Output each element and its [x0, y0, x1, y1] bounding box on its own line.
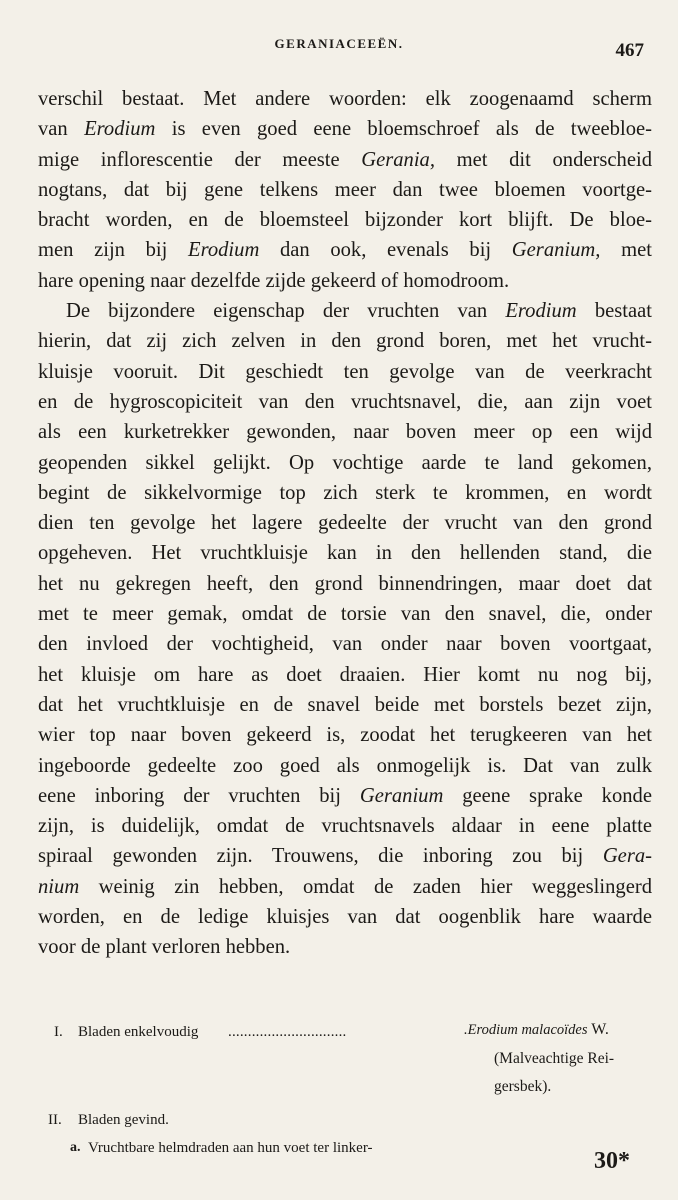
common-name-line-2: gersbek).: [494, 1078, 552, 1095]
key-item-1: [44, 1018, 656, 1095]
text-segment: begint de sikkelvormige top zich sterk te krommen, en wordt: [38, 481, 652, 504]
text-line: [38, 266, 652, 296]
text-line: [38, 417, 652, 447]
italic-taxon: Gerania,: [361, 148, 436, 171]
text-line: [38, 326, 652, 356]
text-segment: men zijn bij: [38, 239, 188, 262]
text-segment: hare opening naar dezelfde zijde gekeerd of homodroom.: [38, 269, 510, 292]
text-segment: verschil bestaat. Met andere woorden: elk zoogenaamd scherm: [38, 88, 652, 110]
text-segment: en de hygroscopiciteit van den vruchtsnavel, die, aan zijn voet: [38, 390, 652, 413]
text-segment: nogtans, dat bij gene telkens meer dan twee bloemen voortge-: [38, 178, 652, 201]
text-line: [38, 720, 652, 750]
key-item-label: Bladen enkelvoudig: [78, 1024, 199, 1040]
key-item-label: Bladen gevind.: [78, 1112, 169, 1128]
species-author: W.: [587, 1021, 609, 1038]
text-line: [38, 538, 652, 568]
text-line: [38, 811, 652, 841]
species-name: [464, 1021, 609, 1039]
text-line: [38, 357, 652, 387]
text-line: [38, 629, 652, 659]
text-line: [38, 660, 652, 690]
text-line: [38, 932, 652, 962]
text-segment: spiraal gewonden zijn. Trouwens, die inboring zou bij: [38, 845, 603, 868]
species-binomial: .Erodium malacoïdes: [464, 1022, 588, 1038]
text-line: [38, 205, 652, 235]
text-segment: De bijzondere eigenschap der vruchten van: [66, 300, 506, 323]
italic-taxon: Erodium: [188, 239, 260, 262]
text-line: [38, 690, 652, 720]
key-item-number: II.: [48, 1112, 62, 1128]
text-segment: met: [600, 239, 652, 262]
italic-taxon: nium: [38, 875, 80, 898]
text-segment: zijn, is duidelijk, omdat de vruchtsnavels aldaar in eene platte: [38, 815, 652, 838]
text-line: [38, 114, 652, 144]
common-name-line-1: (Malveachtige Rei-: [494, 1050, 615, 1067]
italic-taxon: Erodium: [84, 118, 156, 141]
text-line: [38, 235, 652, 265]
text-segment: bracht worden, en de bloemsteel bijzonder kort blijft. De bloe-: [38, 209, 652, 232]
text-line: [38, 781, 652, 811]
italic-taxon: Gera-: [602, 845, 652, 868]
text-line: [38, 387, 652, 417]
body-text: [38, 84, 652, 963]
text-line: [38, 84, 652, 114]
text-segment: dat het vruchtkluisje en de snavel beide met borstels bezet zijn,: [38, 693, 652, 716]
text-segment: het kluisje om hare as doet draaien. Hier komt nu nog bij,: [38, 663, 652, 686]
text-line: [38, 296, 652, 326]
text-line: [38, 508, 652, 538]
text-line: [38, 599, 652, 629]
text-line: [38, 872, 652, 902]
text-segment: voor de plant verloren hebben.: [38, 936, 291, 959]
text-segment: mige inflorescentie der meeste: [38, 148, 362, 171]
text-segment: als een kurketrekker gewonden, naar boven meer op een wijd: [38, 421, 652, 444]
text-segment: met dit onderscheid: [435, 148, 653, 171]
page-number: 467: [615, 40, 644, 61]
text-line: [38, 448, 652, 478]
text-line: [38, 145, 652, 175]
key-item-3: [44, 1140, 656, 1164]
text-segment: eene inboring der vruchten bij: [38, 784, 360, 807]
running-header: GERANIACEEËN.: [274, 36, 404, 51]
italic-taxon: Geranium,: [511, 239, 601, 262]
text-line: [38, 478, 652, 508]
text-segment: het nu gekregen heeft, den grond binnendringen, maar doet dat: [38, 572, 652, 595]
text-segment: worden, en de ledige kluisjes van dat oogenblik hare waarde: [38, 906, 652, 929]
text-segment: hierin, dat zij zich zelven in den grond boren, met het vrucht-: [38, 330, 652, 353]
text-segment: wier top naar boven gekeerd is, zoodat het terugkeeren van het: [38, 724, 652, 747]
text-segment: bestaat: [576, 300, 652, 323]
key-item-2: [44, 1112, 656, 1136]
text-segment: ingeboorde gedeelte zoo goed als onmogelijk is. Dat van zulk: [38, 754, 652, 777]
printer-signature-mark: 30*: [594, 1148, 630, 1174]
text-segment: dan ook, evenals bij: [259, 239, 512, 262]
text-line: [38, 751, 652, 781]
text-segment: is even goed eene bloemschroef als de tweebloe-: [155, 118, 652, 141]
text-segment: dien ten gevolge het lagere gedeelte der vrucht van den grond: [38, 512, 652, 535]
text-segment: den invloed der vochtigheid, van onder naar boven voortgaat,: [38, 633, 652, 656]
text-line: [38, 841, 652, 871]
text-segment: geene sprake konde: [443, 784, 652, 807]
text-segment: met te meer gemak, omdat de torsie van den snavel, die, onder: [38, 603, 652, 626]
text-line: [38, 175, 652, 205]
leader-dots: ..............................: [228, 1024, 347, 1040]
text-segment: van: [38, 118, 85, 141]
text-segment: kluisje vooruit. Dit geschiedt ten gevolge van de veerkracht: [38, 360, 652, 383]
key-item-number: a.: [70, 1140, 81, 1155]
text-segment: opgeheven. Het vruchtkluisje kan in den hellenden stand, die: [38, 542, 652, 565]
text-line: [38, 569, 652, 599]
text-segment: geopenden sikkel gelijkt. Op vochtige aarde te land gekomen,: [38, 451, 652, 474]
text-segment: weinig zin hebben, omdat de zaden hier weggeslingerd: [79, 875, 652, 898]
key-item-number: I.: [54, 1024, 63, 1040]
italic-taxon: Geranium: [359, 784, 444, 807]
italic-taxon: Erodium: [505, 300, 577, 323]
key-item-label: Vruchtbare helmdraden aan hun voet ter linker-: [88, 1140, 373, 1156]
text-line: [38, 902, 652, 932]
